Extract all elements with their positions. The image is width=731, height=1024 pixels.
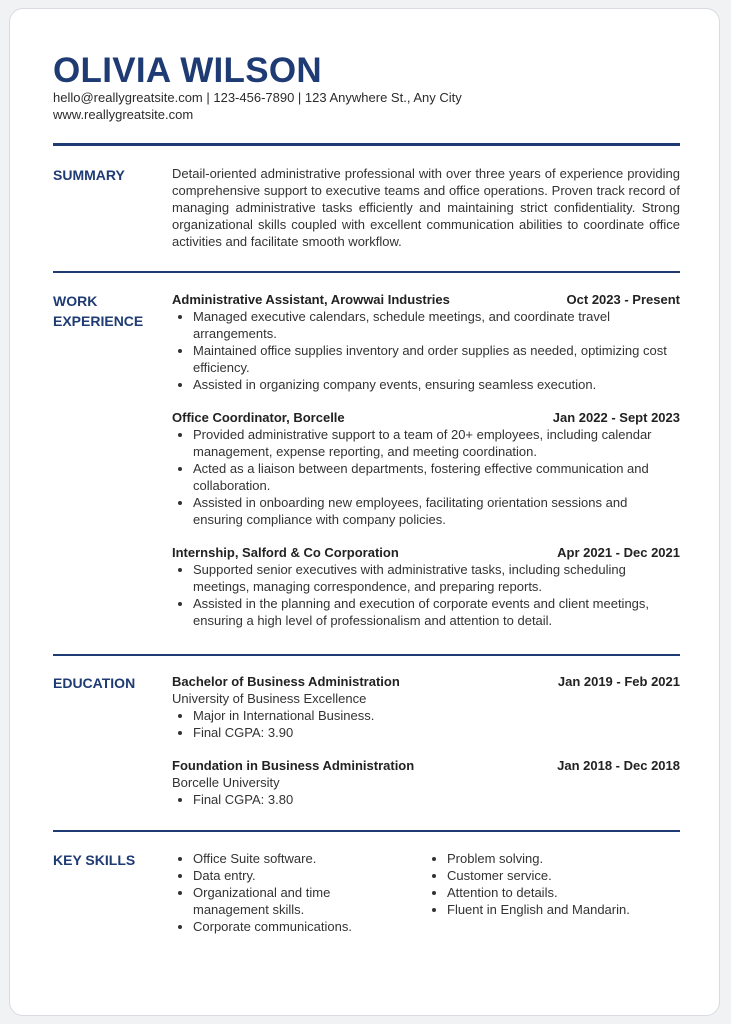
education-header [172, 757, 680, 774]
work-experience-list [172, 291, 680, 645]
header-divider [53, 143, 680, 146]
job-title: Office Coordinator, Borcelle [172, 410, 345, 425]
school-name: Borcelle University [172, 775, 280, 790]
education-entry [172, 757, 680, 808]
job-dates: Apr 2021 - Dec 2021 [557, 545, 680, 560]
job-duties [172, 308, 680, 393]
education-details [172, 707, 680, 741]
skill-item: • Corporate communications. [193, 918, 426, 935]
education-heading: EDUCATION [53, 675, 136, 691]
section-divider [53, 830, 680, 832]
duty-item: • Assisted in organizing company events, ensuring seamless execution. [193, 376, 680, 393]
education-detail: • Final CGPA: 3.80 [193, 791, 680, 808]
contact-info [53, 89, 462, 123]
work-heading-line1: WORK [53, 293, 98, 309]
job-title: Internship, Salford & Co Corporation [172, 545, 399, 560]
summary-text: Detail-oriented administrative professional with over three years of experience providing comprehensive support to executive teams and office operations. Proven track record of managing administrative tasks efficiently and maintaining strict confidentiality. Strong organizational skills coupled with excellent communication abilities to coordinate office activities and facilitate smooth workflow. [172, 166, 680, 249]
resume-page [9, 8, 720, 1016]
duty-item: • Managed executive calendars, schedule meetings, and coordinate travel arrangements. [193, 308, 680, 342]
candidate-name: OLIVIA WILSON [53, 51, 322, 90]
job-dates: Jan 2022 - Sept 2023 [552, 410, 680, 425]
duty-item: • Assisted in the planning and execution of corporate events and client meetings, ensuring a high level of professionalism and attention to detail. [193, 595, 680, 629]
skill-item: • Attention to details. [447, 884, 680, 901]
education-list [172, 673, 680, 824]
job-header [172, 544, 680, 561]
education-dates: Jan 2019 - Feb 2021 [557, 674, 680, 689]
degree: Bachelor of Business Administration [172, 674, 400, 689]
job-dates: Oct 2023 - Present [566, 292, 680, 307]
section-divider [53, 271, 680, 273]
duty-item: • Assisted in onboarding new employees, facilitating orientation sessions and ensuring compliance with company policies. [193, 494, 680, 528]
skill-item: • Organizational and time management skills. [193, 884, 426, 918]
summary-heading: SUMMARY [53, 167, 125, 183]
skill-item: • Data entry. [193, 867, 426, 884]
job-header [172, 291, 680, 308]
job-entry [172, 291, 680, 393]
duty-item: • Provided administrative support to a team of 20+ employees, including calendar management, expense reporting, and meeting coordination. [193, 426, 680, 460]
website: www.reallygreatsite.com [53, 107, 194, 122]
degree: Foundation in Business Administration [172, 758, 415, 773]
education-details [172, 791, 680, 808]
skill-item: • Customer service. [447, 867, 680, 884]
education-header [172, 673, 680, 690]
education-entry [172, 673, 680, 741]
job-header [172, 409, 680, 426]
section-divider [53, 654, 680, 656]
job-duties [172, 426, 680, 528]
key-skills-heading: KEY SKILLS [53, 852, 136, 868]
duty-item: • Acted as a liaison between departments, fostering effective communication and collaboration. [193, 460, 680, 494]
skill-item: • Office Suite software. [193, 850, 426, 867]
duty-item: • Supported senior executives with administrative tasks, including scheduling meetings, managing correspondence, and preparing reports. [193, 561, 680, 595]
skill-item: • Fluent in English and Mandarin. [447, 901, 680, 918]
duty-item: • Maintained office supplies inventory and order supplies as needed, optimizing cost efficiency. [193, 342, 680, 376]
job-title: Administrative Assistant, Arowwai Industries [172, 292, 450, 307]
education-detail: • Final CGPA: 3.90 [193, 724, 680, 741]
work-heading-line2: EXPERIENCE [53, 313, 144, 329]
education-dates: Jan 2018 - Dec 2018 [557, 758, 680, 773]
job-duties [172, 561, 680, 629]
skill-item: • Problem solving. [447, 850, 680, 867]
work-experience-heading [53, 291, 163, 331]
skills-column-1 [172, 850, 426, 935]
job-entry [172, 409, 680, 528]
skills-column-2 [426, 850, 680, 935]
school-name: University of Business Excellence [172, 691, 367, 706]
skills-list [172, 850, 680, 935]
contact-line: hello@reallygreatsite.com | 123-456-7890 | 123 Anywhere St., Any City [53, 90, 462, 105]
job-entry [172, 544, 680, 629]
education-detail: • Major in International Business. [193, 707, 680, 724]
